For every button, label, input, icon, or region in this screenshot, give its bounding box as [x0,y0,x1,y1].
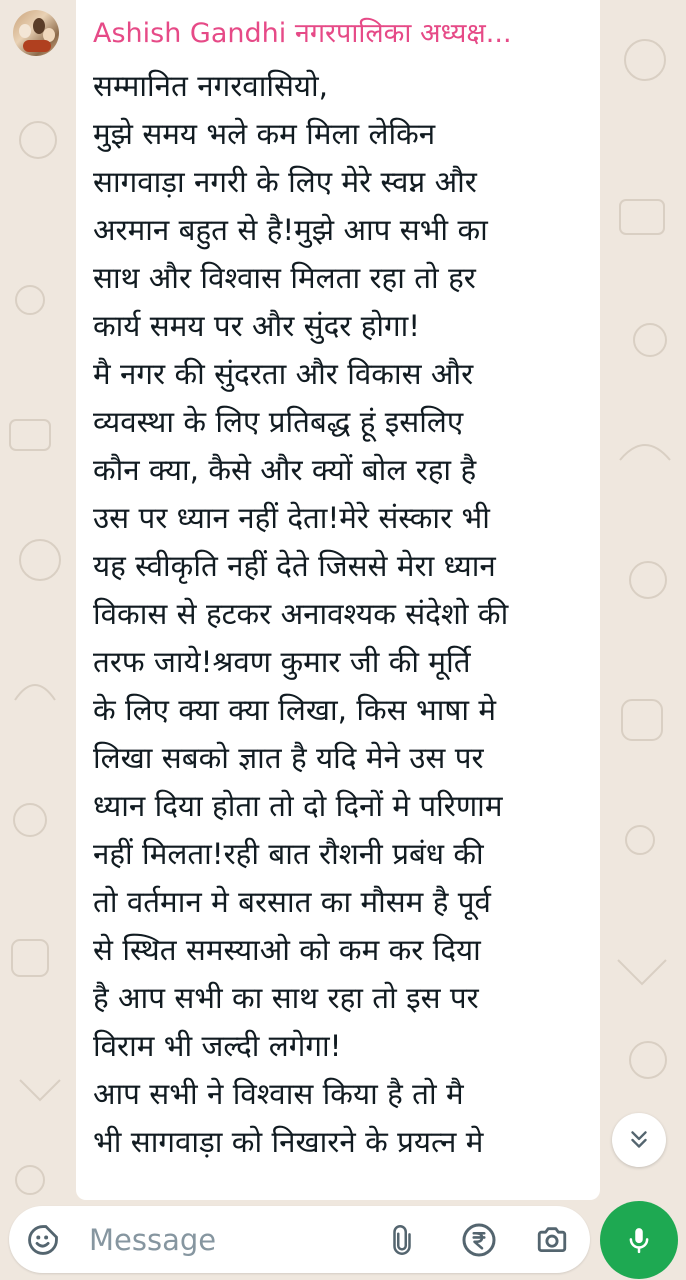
message-line: तो वर्तमान मे बरसात का मौसम है पूर्व [93,885,491,919]
message-line: ध्यान दिया होता तो दो दिनों मे परिणाम [93,789,503,823]
message-line: है आप सभी का साथ रहा तो इस पर [93,981,479,1015]
message-composer [9,1206,590,1273]
camera-button[interactable] [531,1220,573,1260]
emoji-button[interactable] [23,1220,63,1260]
message-line: तरफ जाये!श्रवण कुमार जी की मूर्ति [93,645,471,679]
message-line: के लिए क्या क्या लिखा, किस भाषा मे [93,693,497,727]
message-line: विराम भी जल्दी लगेगा! [93,1029,342,1063]
message-line: कार्य समय पर और सुंदर होगा! [93,309,421,343]
message-line: व्यवस्था के लिए प्रतिबद्ध हूं इसलिए [93,405,464,439]
message-line: लिखा सबको ज्ञात है यदि मेने उस पर [93,741,484,775]
message-line: कौन क्या, कैसे और क्यों बोल रहा है [93,453,477,487]
message-line: उस पर ध्यान नहीं देता!मेरे संस्कार भी [93,501,490,535]
message-line: अरमान बहुत से है!मुझे आप सभी का [93,213,488,247]
rupee-icon [461,1222,497,1258]
avatar[interactable] [13,10,59,56]
message-input[interactable] [83,1218,379,1262]
payment-button[interactable] [459,1220,499,1260]
message-line: नहीं मिलता!रही बात रौशनी प्रबंध की [93,837,484,871]
message-line: विकास से हटकर अनावश्यक संदेशो की [93,597,509,631]
message-line: सम्मानित नगरवासियो, [93,69,329,103]
attach-button[interactable] [383,1220,421,1260]
message-line: आप सभी ने विश्वास किया है तो मै [93,1077,464,1111]
message-line: यह स्वीकृति नहीं देते जिससे मेरा ध्यान [93,549,496,583]
message-line: साथ और विश्वास मिलता रहा तो हर [93,261,476,295]
scroll-to-bottom-button[interactable] [612,1113,666,1167]
microphone-icon [624,1223,654,1257]
camera-icon [534,1223,570,1257]
message-line: मै नगर की सुंदरता और विकास और [93,357,474,391]
paperclip-icon [387,1223,417,1257]
double-chevron-down-icon [626,1127,652,1153]
message-line: भी सागवाड़ा को निखारने के प्रयत्न मे [93,1125,484,1159]
sender-name[interactable]: Ashish Gandhi नगरपालिका अध्यक्ष... [93,18,512,49]
message-line: सागवाड़ा नगरी के लिए मेरे स्वप्न और [93,165,477,199]
message-line: मुझे समय भले कम मिला लेकिन [93,117,436,151]
message-line: से स्थित समस्याओ को कम कर दिया [93,933,481,967]
message-bubble[interactable] [76,0,600,1200]
voice-record-button[interactable] [600,1201,678,1279]
sticker-icon [26,1223,60,1257]
